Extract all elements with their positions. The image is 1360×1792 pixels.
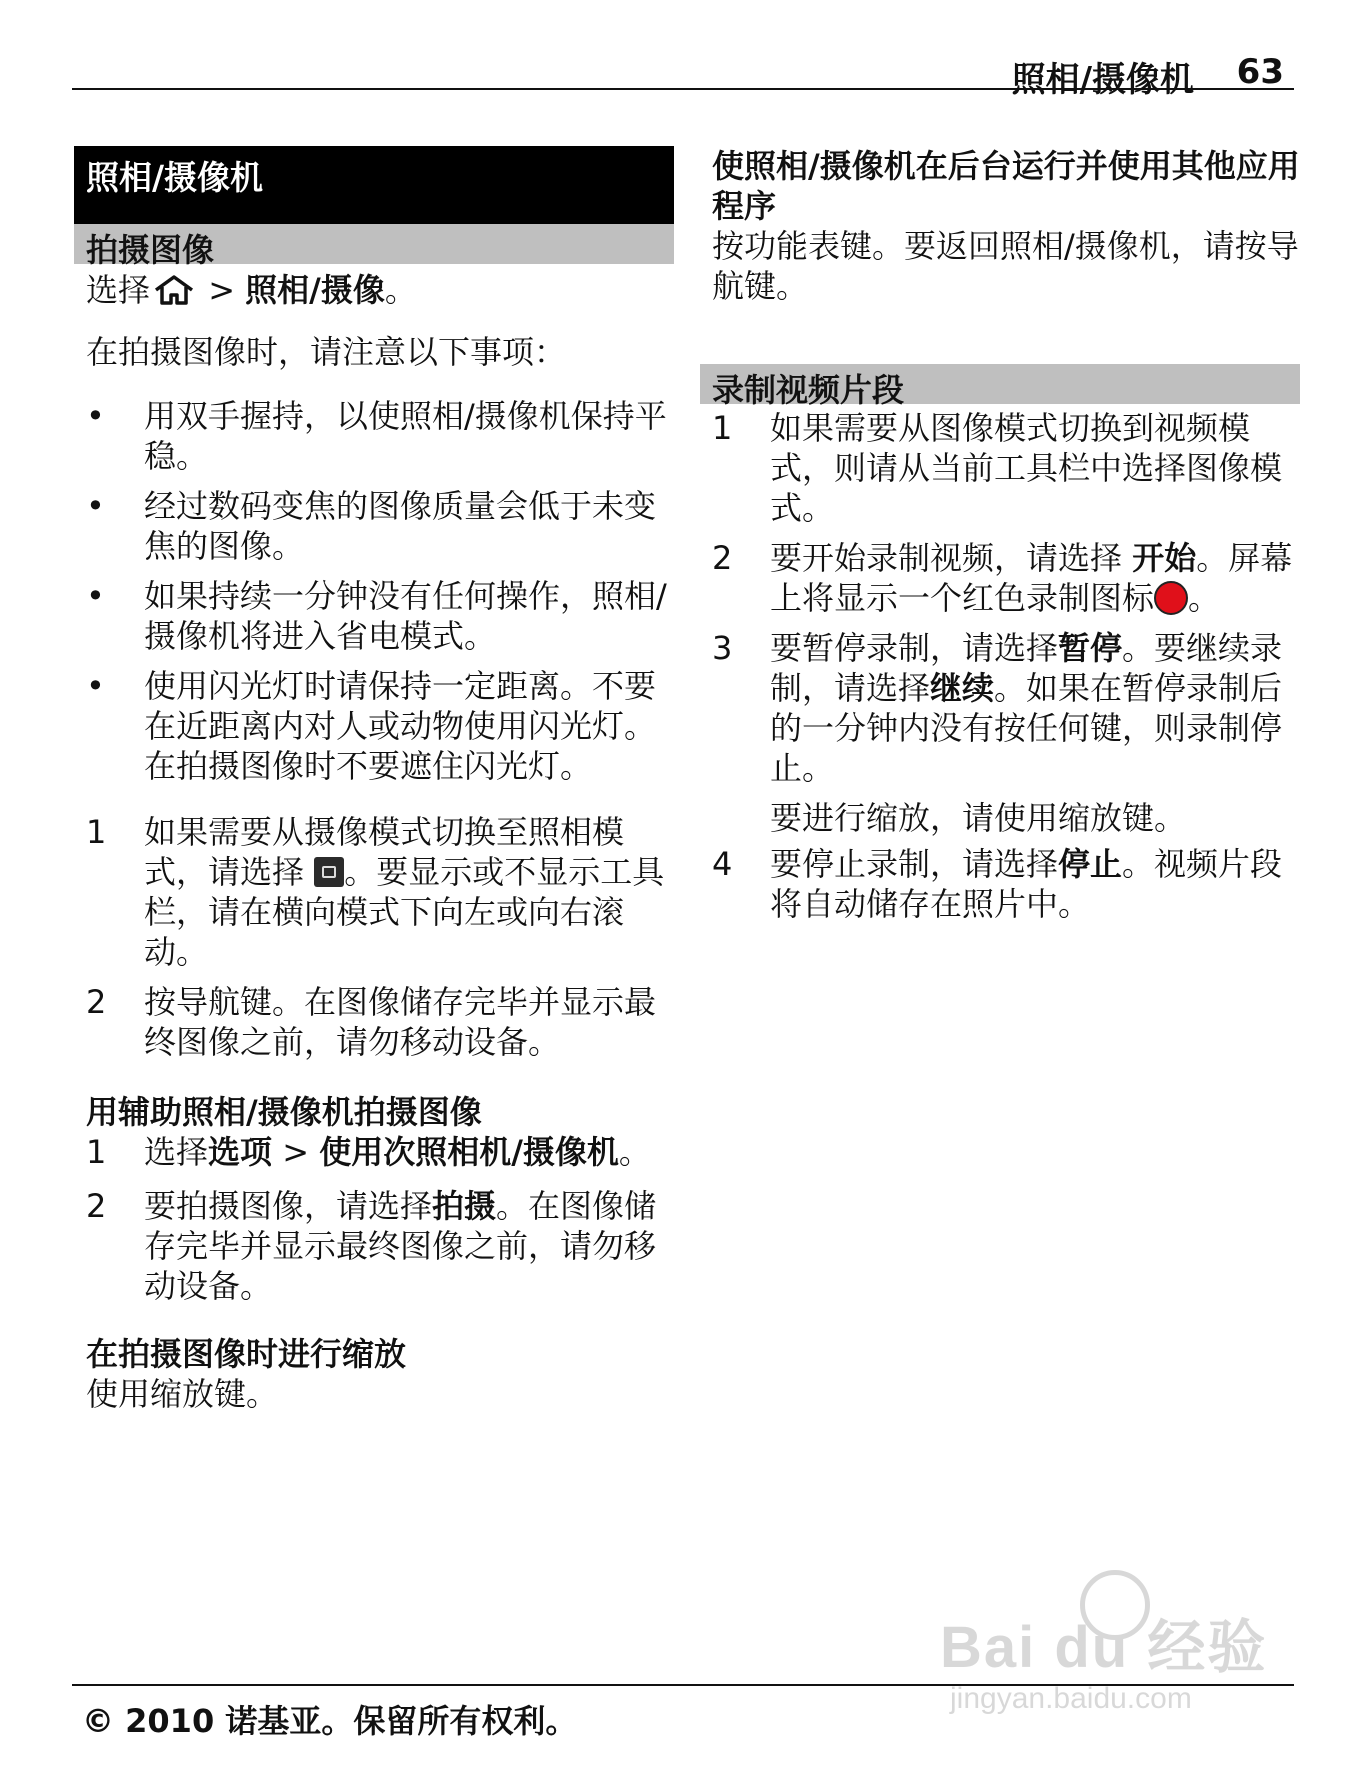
- step-text: 。要继续录制，请选择: [770, 629, 1283, 707]
- list-item: [74, 486, 674, 566]
- option-label: 拍摄: [432, 1187, 497, 1225]
- bullet-text: 用双手握持，以使照相/摄像机保持平稳。: [144, 397, 667, 475]
- background-run-text: 按功能表键。要返回照相/摄像机，请按导航键。: [712, 227, 1299, 305]
- video-steps: [700, 408, 1300, 924]
- step-text: 按导航键。在图像储存完毕并显示最终图像之前，请勿移动设备。: [144, 983, 657, 1061]
- step-text: 要暂停录制，请选择: [770, 629, 1059, 667]
- watermark-url: jingyan.baidu.com: [950, 1682, 1192, 1715]
- option-label: 使用次照相机/摄像机: [319, 1133, 619, 1171]
- step-text: 。: [618, 1133, 651, 1171]
- list-item: [74, 1132, 674, 1172]
- bullet-marker: •: [86, 667, 105, 705]
- step-text: 如果需要从图像模式切换到视频模式，则请从当前工具栏中选择图像模式。: [770, 409, 1283, 527]
- list-item: [700, 628, 1300, 838]
- list-item: [700, 538, 1300, 618]
- list-item: [74, 982, 674, 1062]
- step-text: 。要显示或不显示工具栏，请在横向模式下向左或向右滚动。: [144, 853, 665, 971]
- watermark-main: Bai du 经验: [940, 1615, 1268, 1680]
- section-title-capture: 拍摄图像: [74, 224, 674, 264]
- zoom-text: 使用缩放键。: [86, 1375, 279, 1413]
- option-label: 继续: [930, 669, 995, 707]
- option-label: 暂停: [1058, 629, 1123, 667]
- step-text: 。如果在暂停录制后的一分钟内没有按任何键，则录制停止。: [770, 669, 1283, 787]
- right-column: [700, 146, 1300, 934]
- copyright: © 2010 诺基亚。保留所有权利。: [82, 1702, 578, 1740]
- bullet-marker: •: [86, 577, 105, 615]
- step-number: 4: [712, 845, 733, 883]
- background-run-title: 使照相/摄像机在后台运行并使用其他应用程序: [712, 147, 1300, 225]
- zoom-title: 在拍摄图像时进行缩放: [86, 1335, 407, 1373]
- list-item: [74, 812, 674, 972]
- left-column: [74, 146, 674, 1414]
- step-number: 1: [712, 409, 733, 447]
- select-target: 照相/摄像: [245, 271, 385, 309]
- option-label: 停止: [1058, 845, 1123, 883]
- option-label: 开始: [1132, 539, 1197, 577]
- bullet-text: 如果持续一分钟没有任何操作，照相/摄像机将进入省电模式。: [144, 577, 667, 655]
- step-number: 1: [86, 813, 107, 851]
- bullet-marker: •: [86, 487, 105, 525]
- bullet-marker: •: [86, 397, 105, 435]
- step-text: 如果需要从摄像模式切换至照相模式，请选择: [144, 813, 625, 891]
- footer-divider: [72, 1684, 1294, 1686]
- select-end: 。: [384, 271, 417, 309]
- bullet-text: 使用闪光灯时请保持一定距离。不要在近距离内对人或动物使用闪光灯。在拍摄图像时不要遮住闪光灯。: [144, 667, 657, 785]
- baidu-watermark: [940, 1570, 1300, 1730]
- step-number: 1: [86, 1133, 107, 1171]
- list-item: [700, 844, 1300, 924]
- step-number: 3: [712, 629, 733, 667]
- step-text: 。视频片段将自动储存在照片中。: [770, 845, 1283, 923]
- list-item: [74, 396, 674, 476]
- step-number: 2: [86, 1187, 107, 1225]
- select-separator: >: [198, 271, 246, 309]
- step-text: 选择: [144, 1133, 209, 1171]
- camera-mode-icon: [314, 857, 344, 887]
- note-intro: 在拍摄图像时，请注意以下事项：: [86, 333, 567, 371]
- home-icon: [150, 273, 198, 307]
- zoom-note: 要进行缩放，请使用缩放键。: [770, 799, 1187, 837]
- select-path: [86, 270, 674, 310]
- step-text: >: [272, 1133, 320, 1171]
- step-text: 。: [1188, 579, 1221, 617]
- section-title-video: 录制视频片段: [700, 364, 1300, 404]
- secondary-steps: [74, 1132, 674, 1306]
- step-text: 要停止录制，请选择: [770, 845, 1059, 883]
- step-text: 要开始录制视频，请选择: [770, 539, 1133, 577]
- page-header: [72, 52, 1294, 100]
- step-text: 。在图像储存完毕并显示最终图像之前，请勿移动设备。: [144, 1187, 657, 1305]
- secondary-camera-title: 用辅助照相/摄像机拍摄图像: [86, 1093, 482, 1131]
- bullet-list: [74, 396, 674, 786]
- record-icon: [1154, 581, 1188, 615]
- list-item: [74, 666, 674, 786]
- option-label: 选项: [208, 1133, 273, 1171]
- capture-steps: [74, 812, 674, 1062]
- header-title: 照相/摄像机: [1011, 60, 1194, 100]
- step-number: 2: [712, 539, 733, 577]
- list-item: [74, 576, 674, 656]
- step-text: 。屏幕上将显示一个红色录制图标: [770, 539, 1293, 617]
- bullet-text: 经过数码变焦的图像质量会低于未变焦的图像。: [144, 487, 657, 565]
- chapter-title: 照相/摄像机: [74, 146, 674, 224]
- select-prefix: 选择: [86, 271, 151, 309]
- list-item: [74, 1186, 674, 1306]
- page-number: 63: [1236, 52, 1284, 92]
- step-number: 2: [86, 983, 107, 1021]
- step-text: 要拍摄图像，请选择: [144, 1187, 433, 1225]
- list-item: [700, 408, 1300, 528]
